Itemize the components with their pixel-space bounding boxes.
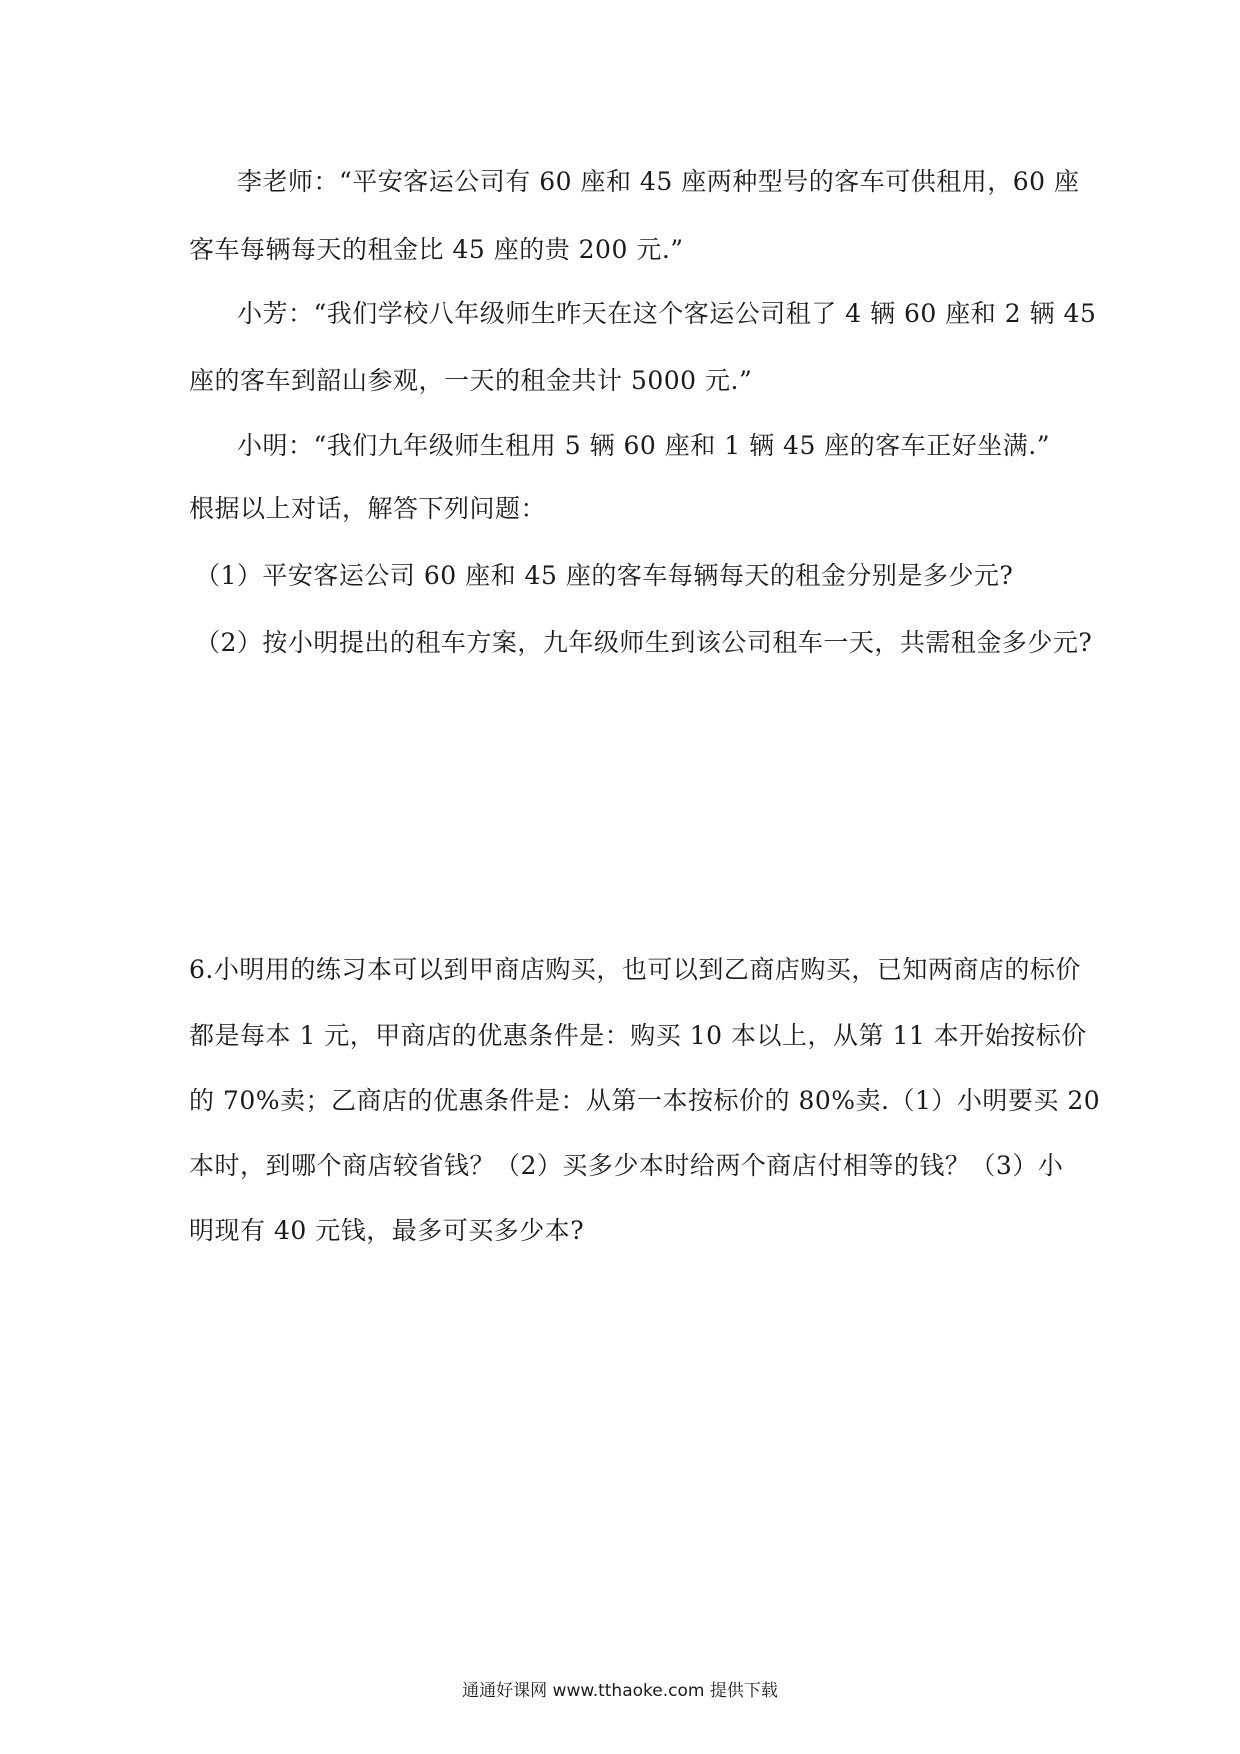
problem-6-line-4: 本时，到哪个商店较省钱？（2）买多少本时给两个商店付相等的钱？（3）小 [189,1151,1064,1180]
dialogue-xiaoming-line: 小明：“我们九年级师生租用 5 辆 60 座和 1 辆 45 座的客车正好坐满.” [237,431,1051,460]
dialogue-xiaofang-line-2: 座的客车到韶山参观，一天的租金共计 5000 元.” [189,366,753,395]
dialogue-teacher-li-line-1: 李老师：“平安客运公司有 60 座和 45 座两种型号的客车可供租用，60 座 [237,167,1080,196]
question-2: （2）按小明提出的租车方案，九年级师生到该公司租车一天，共需租金多少元? [195,628,1093,657]
dialogue-xiaofang-line-1: 小芳：“我们学校八年级师生昨天在这个客运公司租了 4 辆 60 座和 2 辆 45 [237,299,1097,328]
page-footer: 通通好课网 www.tthaoke.com 提供下载 [462,1681,778,1701]
problem-6-line-1: 6.小明用的练习本可以到甲商店购买，也可以到乙商店购买，已知两商店的标价 [189,955,1081,984]
problem-6-line-3: 的 70%卖；乙商店的优惠条件是：从第一本按标价的 80%卖.（1）小明要买 20 [189,1086,1101,1115]
dialogue-teacher-li-line-2: 客车每辆每天的租金比 45 座的贵 200 元.” [189,235,684,264]
problem-6-line-2: 都是每本 1 元，甲商店的优惠条件是：购买 10 本以上，从第 11 本开始按标价 [189,1021,1087,1050]
instruction-text: 根据以上对话，解答下列问题： [189,494,547,523]
question-1: （1）平安客运公司 60 座和 45 座的客车每辆每天的租金分别是多少元? [195,561,1014,590]
problem-6-line-5: 明现有 40 元钱，最多可买多少本? [189,1216,585,1245]
